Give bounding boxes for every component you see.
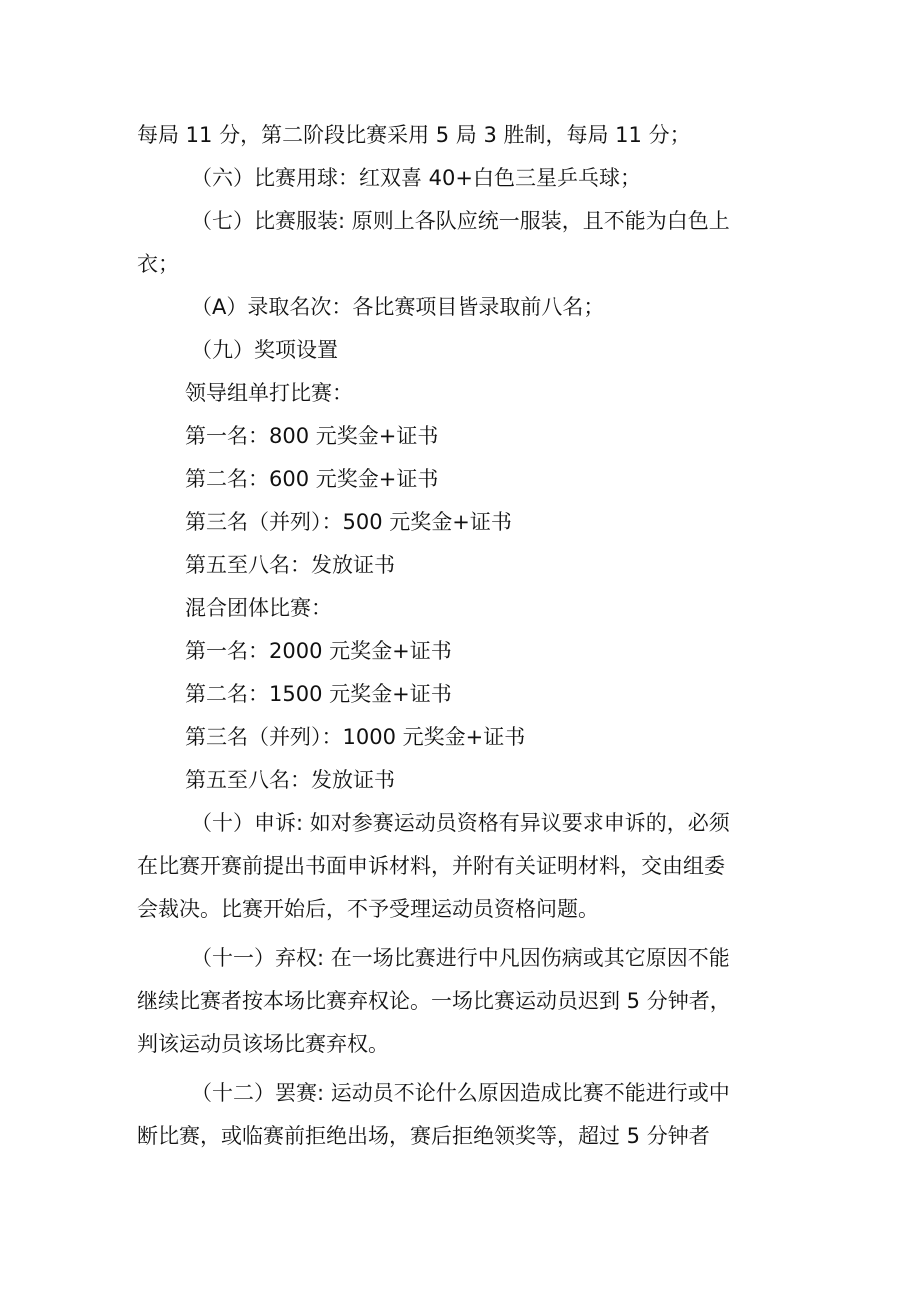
text-line: 会裁决。比赛开始后，不予受理运动员资格问题。 (137, 897, 599, 921)
document-body (137, 114, 789, 1158)
section-heading-forfeit: （十一）弃权: 在一场比赛进行中凡因伤病或其它原因不能 (191, 946, 730, 970)
award-item: 第三名（并列）：500 元奖金+证书 (185, 510, 512, 534)
award-item: 第五至八名：发放证书 (185, 553, 395, 577)
award-group-title: 领导组单打比赛： (185, 381, 353, 405)
text-line: 在比赛开赛前提出书面申诉材料，并附有关证明材料，交由组委 (137, 854, 725, 878)
text-line: 断比赛，或临赛前拒绝出场，赛后拒绝领奖等，超过 5 分钟者 (137, 1124, 710, 1148)
text-line: 衣； (137, 252, 179, 276)
section-heading-awards: （九）奖项设置 (191, 338, 338, 362)
award-item: 第一名：800 元奖金+证书 (185, 424, 439, 448)
text-line: 继续比赛者按本场比赛弃权论。一场比赛运动员迟到 5 分钟者， (137, 989, 731, 1013)
section-heading-ball: （六）比赛用球：红双喜 40+白色三星乒乓球； (191, 166, 641, 190)
award-item: 第二名：1500 元奖金+证书 (185, 682, 452, 706)
award-item: 第一名：2000 元奖金+证书 (185, 639, 452, 663)
award-group-title: 混合团体比赛： (185, 596, 332, 620)
section-heading-strike: （十二）罢赛: 运动员不论什么原因造成比赛不能进行或中 (191, 1081, 730, 1105)
text-line: 判该运动员该场比赛弃权。 (137, 1032, 389, 1056)
award-item: 第五至八名：发放证书 (185, 768, 395, 792)
section-heading-appeal: （十）申诉: 如对参赛运动员资格有异议要求申诉的，必须 (191, 811, 730, 835)
text-line: 每局 11 分，第二阶段比赛采用 5 局 3 胜制，每局 11 分； (137, 123, 691, 147)
section-heading-ranking: （A）录取名次：各比赛项目皆录取前八名； (191, 295, 605, 319)
award-item: 第三名（并列）：1000 元奖金+证书 (185, 725, 526, 749)
award-item: 第二名：600 元奖金+证书 (185, 467, 439, 491)
section-heading-attire: （七）比赛服装: 原则上各队应统一服装，且不能为白色上 (191, 209, 730, 233)
